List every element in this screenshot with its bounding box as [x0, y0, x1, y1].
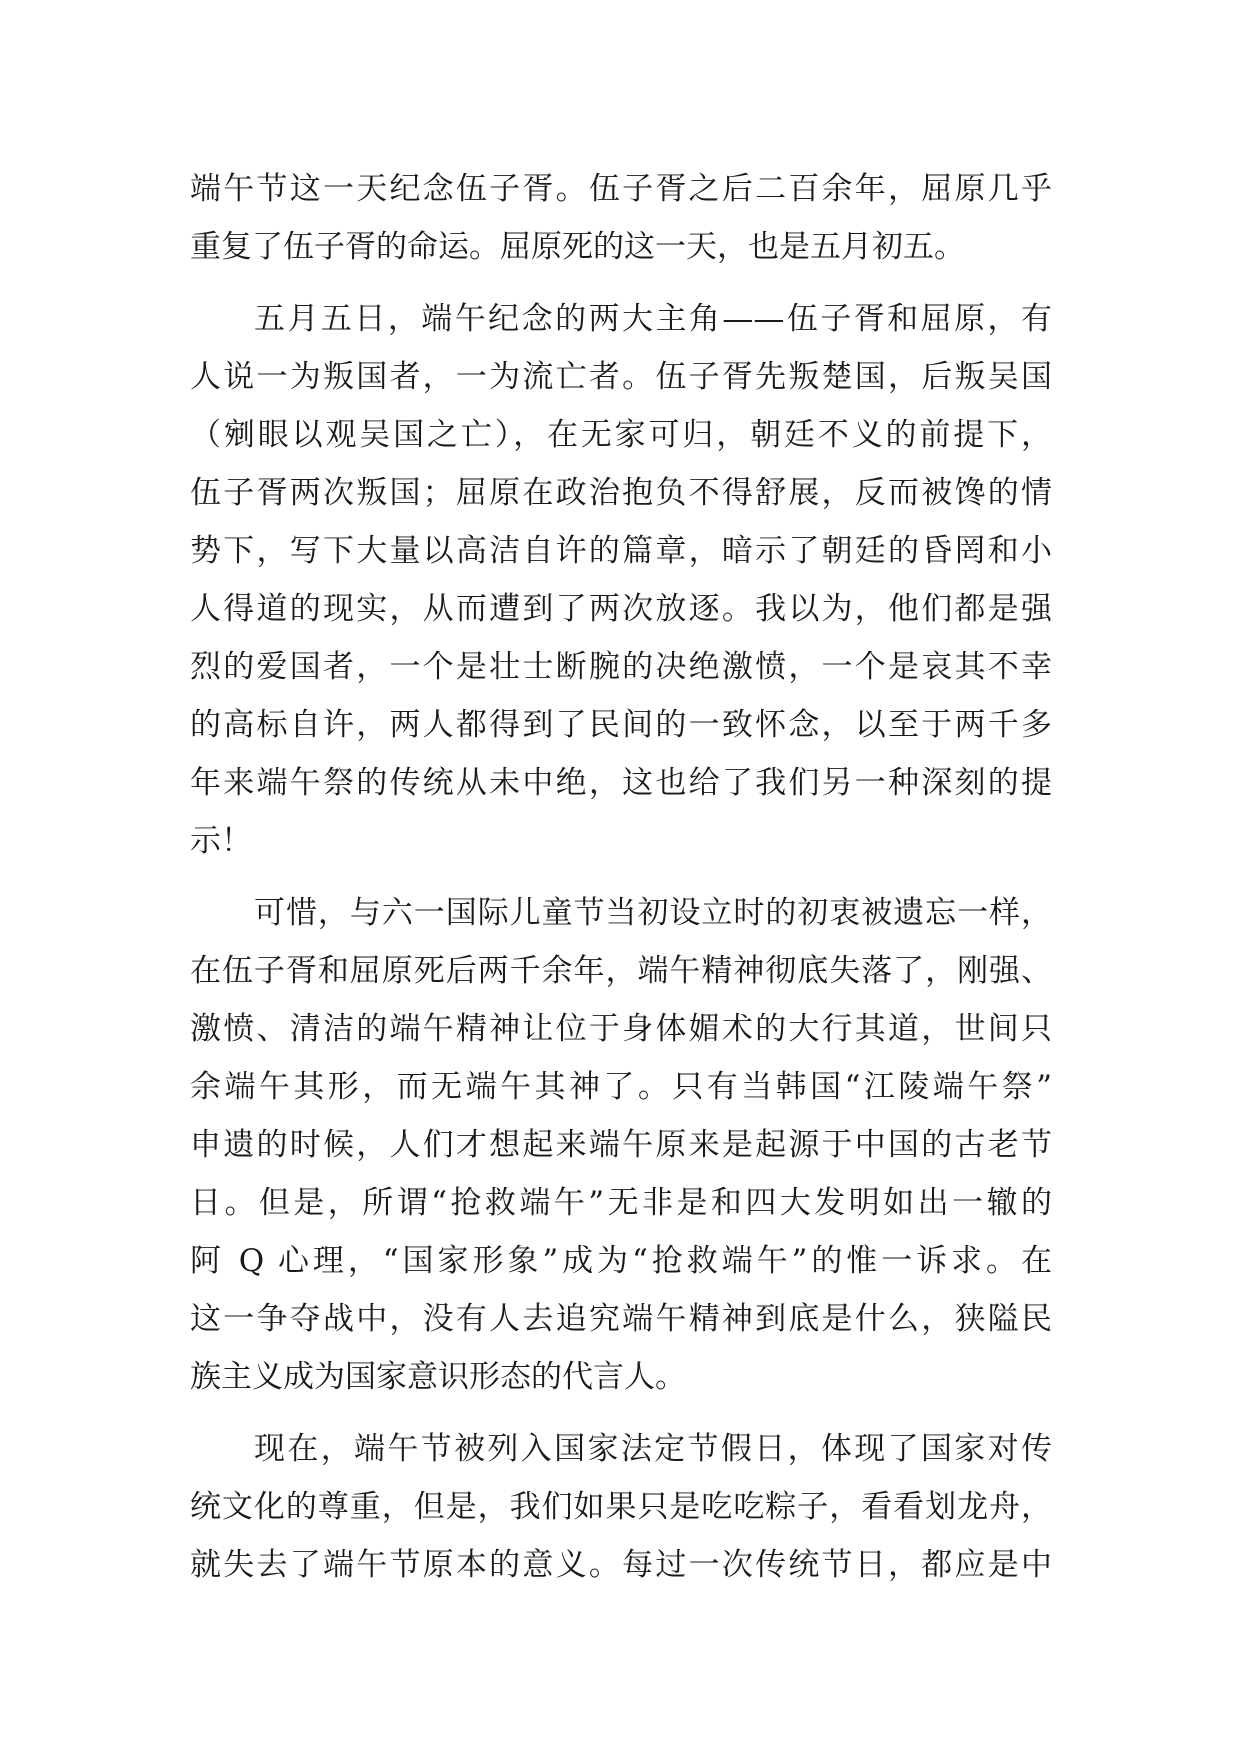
document-body — [190, 160, 1052, 1594]
text-line: 现在，端午节被列入国家法定节假日，体现了国家对传 — [254, 1431, 1052, 1467]
paragraph — [190, 290, 1052, 870]
paragraph — [190, 160, 1052, 276]
text-line: 就失去了端午节原本的意义。每过一次传统节日，都应是中 — [190, 1547, 1052, 1583]
text-line: 年来端午祭的传统从未中绝，这也给了我们另一种深刻的提 — [190, 765, 1052, 801]
text-line: 在伍子胥和屈原死后两千余年，端午精神彻底失落了，刚强、 — [190, 953, 1052, 989]
text-line: 端午节这一天纪念伍子胥。伍子胥之后二百余年，屈原几乎 — [190, 171, 1052, 207]
text-line: 人说一为叛国者，一为流亡者。伍子胥先叛楚国，后叛吴国 — [190, 359, 1052, 395]
text-line: 五月五日，端午纪念的两大主角——伍子胥和屈原，有 — [254, 301, 1052, 337]
text-line: 人得道的现实，从而遭到了两次放逐。我以为，他们都是强 — [190, 591, 1052, 627]
text-line: 激愤、清洁的端午精神让位于身体媚术的大行其道，世间只 — [190, 1011, 1052, 1047]
paragraph — [190, 1420, 1052, 1594]
text-line: 烈的爱国者，一个是壮士断腕的决绝激愤，一个是哀其不幸 — [190, 649, 1052, 685]
text-line: 重复了伍子胥的命运。屈原死的这一天，也是五月初五。 — [190, 229, 965, 265]
text-line: 伍子胥两次叛国；屈原在政治抱负不得舒展，反而被馋的情 — [190, 475, 1052, 511]
text-line: 势下，写下大量以高洁自许的篇章，暗示了朝廷的昏罔和小 — [190, 533, 1052, 569]
paragraph — [190, 884, 1052, 1406]
text-line: 的高标自许，两人都得到了民间的一致怀念，以至于两千多 — [190, 707, 1052, 743]
text-line: 可惜，与六一国际儿童节当初设立时的初衷被遗忘一样， — [254, 895, 1052, 931]
text-line: 申遗的时候，人们才想起来端午原来是起源于中国的古老节 — [190, 1127, 1052, 1163]
text-line: 日。但是，所谓“抢救端午”无非是和四大发明如出一辙的 — [190, 1185, 1052, 1221]
text-line: 统文化的尊重，但是，我们如果只是吃吃粽子，看看划龙舟， — [190, 1489, 1052, 1525]
text-line: 余端午其形，而无端午其神了。只有当韩国“江陵端午祭” — [190, 1069, 1052, 1105]
text-line: 阿 Q 心理，“国家形象”成为“抢救端午”的惟一诉求。在 — [190, 1243, 1052, 1279]
text-line: （剜眼以观吴国之亡），在无家可归，朝廷不义的前提下， — [190, 417, 1052, 453]
text-line: 族主义成为国家意识形态的代言人。 — [190, 1359, 686, 1395]
text-line: 示！ — [190, 823, 252, 859]
text-line: 这一争夺战中，没有人去追究端午精神到底是什么，狭隘民 — [190, 1301, 1052, 1337]
